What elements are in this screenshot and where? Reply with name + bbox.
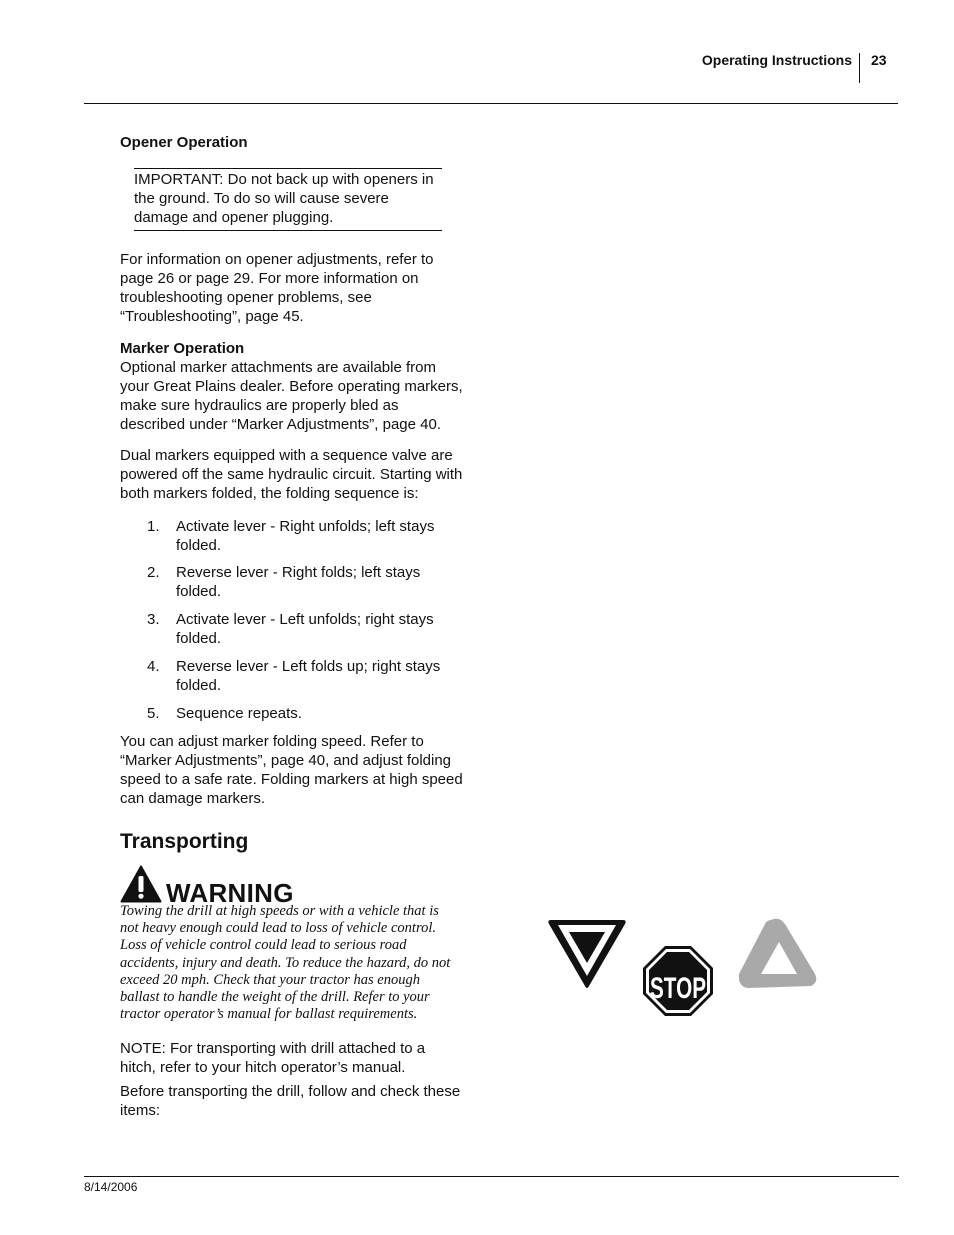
- list-item: [147, 704, 465, 723]
- before-transport-text: Before transporting the drill, follow and check these items:: [120, 1083, 461, 1119]
- stop-sign-icon: [643, 946, 713, 1016]
- stop-sign-text: STOP: [650, 972, 706, 1005]
- marker-operation-heading: Marker Operation: [120, 340, 245, 357]
- list-item: [147, 610, 465, 648]
- warning-triangle-icon: [120, 865, 162, 903]
- list-item-text: Reverse lever - Right folds; left stays folded.: [176, 564, 421, 600]
- list-item-text: Reverse lever - Left folds up; right stays folded.: [176, 658, 441, 694]
- folding-sequence-list: [147, 517, 465, 722]
- dual-markers-paragraph: [120, 446, 465, 503]
- opener-info-text: For information on opener adjustments, refer to page 26 or page 29. For more information on troubleshooting opener problems, see “Troubleshooting”, page 45.: [120, 251, 434, 325]
- list-item-number: 2.: [147, 564, 160, 581]
- warning-text: Towing the drill at high speeds or with a vehicle that is not heavy enough could lead to loss of vehicle control. Loss of vehicle control could lead to serious road accidents, injury and death. To reduce the hazard, do not exceed 20 mph. Check that your tractor has enough ballast to handle the weight of the drill. Refer to your tractor operator’s manual for ballast requirements.: [120, 903, 451, 1023]
- section-title: Operating Instructions: [701, 52, 852, 68]
- slow-moving-vehicle-icon: [739, 919, 816, 988]
- opener-info-paragraph: [120, 250, 465, 326]
- opener-operation-heading: Opener Operation: [120, 134, 248, 151]
- list-item-number: 1.: [147, 518, 160, 535]
- footer-date: 8/14/2006: [84, 1180, 138, 1194]
- marker-intro-paragraph: [120, 358, 465, 434]
- list-item-number: 3.: [147, 611, 160, 628]
- list-item-text: Activate lever - Left unfolds; right stays folded.: [176, 611, 434, 647]
- folding-speed-paragraph: [120, 732, 465, 808]
- hitch-note-text: NOTE: For transporting with drill attached to a hitch, refer to your hitch operator’s manual.: [120, 1040, 426, 1076]
- header-rule: [84, 103, 898, 104]
- list-item: [147, 517, 465, 555]
- list-item-number: 4.: [147, 658, 160, 675]
- road-signs-illustration: [545, 914, 823, 1030]
- warning-label: WARNING: [166, 878, 294, 908]
- marker-intro-text: Optional marker attachments are available from your Great Plains dealer. Before operating markers, make sure hydraulics are properly bled as described under “Marker Adjustments”, page 40.: [120, 359, 463, 433]
- important-notice-text: IMPORTANT: Do not back up with openers in the ground. To do so will cause severe damage and opener plugging.: [134, 171, 434, 226]
- important-notice: [134, 168, 442, 231]
- transporting-heading: Transporting: [120, 830, 249, 853]
- list-item-number: 5.: [147, 705, 160, 722]
- footer-rule: [84, 1176, 899, 1177]
- page-number: 23: [871, 52, 887, 68]
- list-item-text: Activate lever - Right unfolds; left stays folded.: [176, 518, 435, 554]
- warning-paragraph: [120, 903, 456, 1023]
- list-item: [147, 657, 465, 695]
- hitch-note-paragraph: [120, 1039, 465, 1077]
- list-item-text: Sequence repeats.: [176, 705, 302, 722]
- header-divider: [859, 53, 860, 83]
- yield-sign-icon: [548, 920, 625, 988]
- dual-markers-text: Dual markers equipped with a sequence valve are powered off the same hydraulic circuit. Starting with both markers folded, the folding sequence is:: [120, 447, 463, 502]
- before-transport-paragraph: [120, 1082, 465, 1120]
- folding-speed-text: You can adjust marker folding speed. Refer to “Marker Adjustments”, page 40, and adjust folding speed to a safe rate. Folding markers at high speed can damage markers.: [120, 733, 463, 807]
- list-item: [147, 563, 465, 601]
